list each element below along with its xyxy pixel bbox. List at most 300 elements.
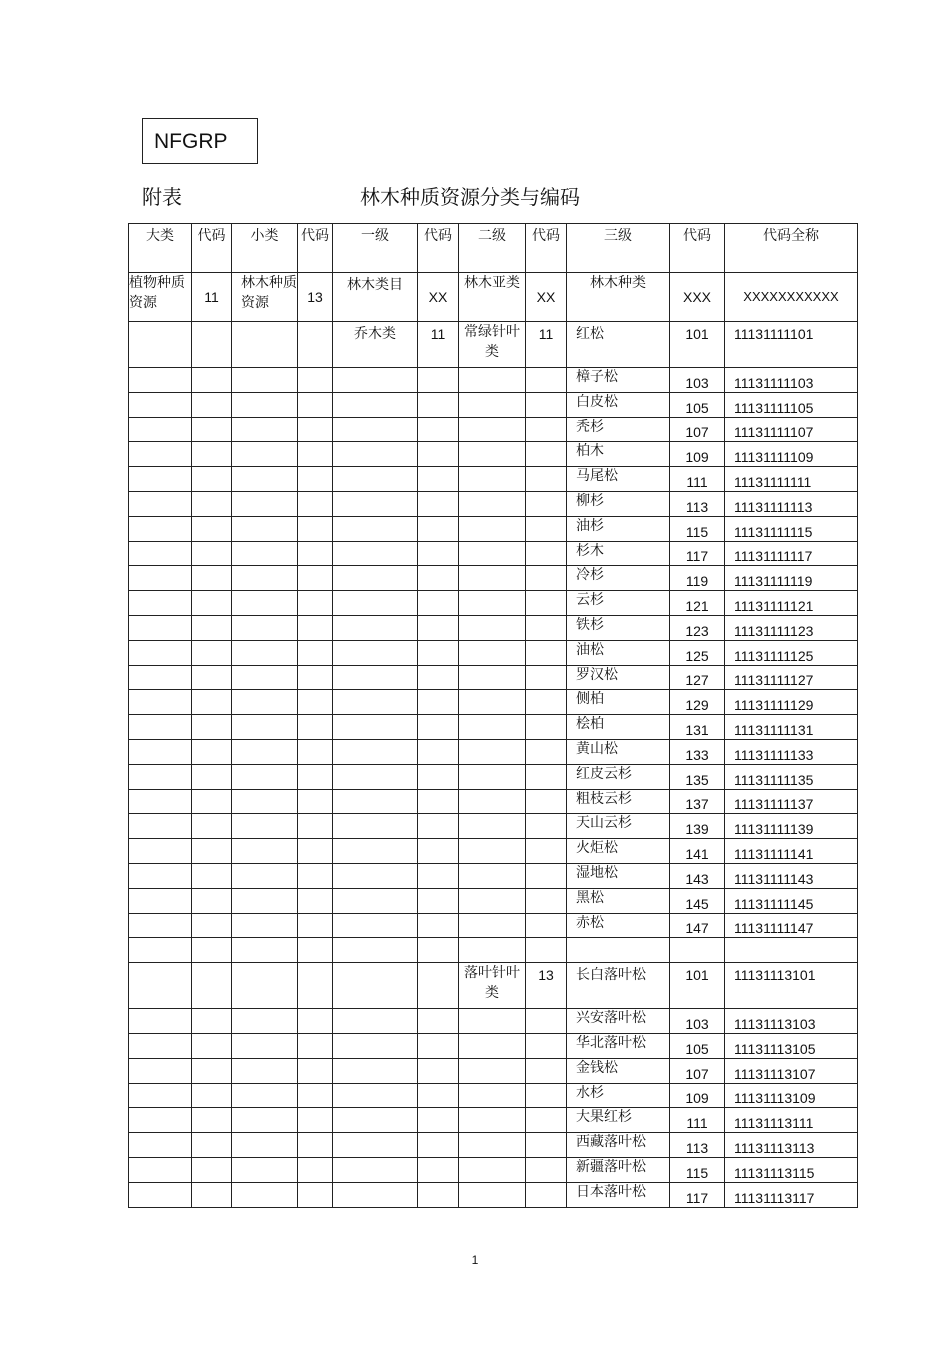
sanji-cell: 黄山松 bbox=[567, 739, 670, 764]
dalei-cell bbox=[129, 368, 192, 393]
header-cell: 二级 bbox=[459, 224, 526, 273]
full-code-cell: 11131113103 bbox=[725, 1009, 858, 1034]
erji-code-cell bbox=[526, 392, 567, 417]
erji-code-cell bbox=[526, 541, 567, 566]
xiaolei-cell bbox=[232, 392, 298, 417]
sanji-cell: 侧柏 bbox=[567, 690, 670, 715]
sanji-code-cell: 143 bbox=[670, 863, 725, 888]
full-code-cell: 11131111133 bbox=[725, 739, 858, 764]
full-code-cell: 11131111101 bbox=[725, 322, 858, 368]
sanji-code-cell: 145 bbox=[670, 888, 725, 913]
xiaolei-cell bbox=[232, 491, 298, 516]
dalei-cell bbox=[129, 442, 192, 467]
xiaolei-cell bbox=[232, 368, 298, 393]
yiji-cell bbox=[333, 392, 418, 417]
erji-cell bbox=[459, 467, 526, 492]
erji-cell bbox=[459, 1083, 526, 1108]
erji-code-cell bbox=[526, 913, 567, 938]
erji-code-cell: 13 bbox=[526, 963, 567, 1009]
header-cell: 一级 bbox=[333, 224, 418, 273]
dalei-cell bbox=[129, 839, 192, 864]
erji-code-cell bbox=[526, 1133, 567, 1158]
xiaolei-code-cell bbox=[298, 764, 333, 789]
erji-code-cell bbox=[526, 467, 567, 492]
table-row bbox=[129, 467, 858, 492]
empty-cell bbox=[670, 938, 725, 963]
erji-code-cell bbox=[526, 1108, 567, 1133]
table-row bbox=[129, 392, 858, 417]
erji-cell bbox=[459, 789, 526, 814]
full-code-cell: 11131111137 bbox=[725, 789, 858, 814]
xiaolei-cell bbox=[232, 1083, 298, 1108]
yiji-cell bbox=[333, 1182, 418, 1207]
erji-cell bbox=[459, 491, 526, 516]
erji-cell bbox=[459, 1058, 526, 1083]
sanji-cell: 红皮云杉 bbox=[567, 764, 670, 789]
table-row bbox=[129, 665, 858, 690]
dalei-cell bbox=[129, 1133, 192, 1158]
sanji-code-cell: 113 bbox=[670, 1133, 725, 1158]
yiji-cell: 乔木类 bbox=[333, 322, 418, 368]
sanji-code-cell: 109 bbox=[670, 442, 725, 467]
yiji-code-cell bbox=[418, 566, 459, 591]
yiji-code-cell bbox=[418, 963, 459, 1009]
xiaolei-cell bbox=[232, 665, 298, 690]
table-row bbox=[129, 368, 858, 393]
dalei-code-cell bbox=[192, 467, 232, 492]
sanji-cell: 新疆落叶松 bbox=[567, 1157, 670, 1182]
dalei-code-cell bbox=[192, 491, 232, 516]
yiji-code-cell: XX bbox=[418, 273, 459, 322]
sanji-code-cell: 121 bbox=[670, 591, 725, 616]
sanji-cell: 杉木 bbox=[567, 541, 670, 566]
header-cell: 大类 bbox=[129, 224, 192, 273]
xiaolei-code-cell bbox=[298, 1182, 333, 1207]
erji-code-cell: 11 bbox=[526, 322, 567, 368]
xiaolei-code-cell bbox=[298, 1133, 333, 1158]
sanji-code-cell: 127 bbox=[670, 665, 725, 690]
full-code-cell: 11131113107 bbox=[725, 1058, 858, 1083]
yiji-code-cell bbox=[418, 615, 459, 640]
full-code-cell: 11131111109 bbox=[725, 442, 858, 467]
sanji-code-cell: 105 bbox=[670, 1033, 725, 1058]
table-row bbox=[129, 516, 858, 541]
table-row bbox=[129, 1182, 858, 1207]
sanji-code-cell: 141 bbox=[670, 839, 725, 864]
xiaolei-code-cell bbox=[298, 417, 333, 442]
yiji-code-cell bbox=[418, 1033, 459, 1058]
table-row bbox=[129, 1108, 858, 1133]
xiaolei-code-cell bbox=[298, 1033, 333, 1058]
xiaolei-code-cell bbox=[298, 888, 333, 913]
full-code-cell: 11131111111 bbox=[725, 467, 858, 492]
table-title: 林木种质资源分类与编码 bbox=[360, 185, 580, 209]
erji-code-cell bbox=[526, 863, 567, 888]
classification-table bbox=[128, 223, 858, 1208]
xiaolei-cell bbox=[232, 1058, 298, 1083]
xiaolei-code-cell bbox=[298, 1108, 333, 1133]
yiji-cell bbox=[333, 467, 418, 492]
sanji-code-cell: 133 bbox=[670, 739, 725, 764]
xiaolei-cell bbox=[232, 863, 298, 888]
header-cell: 小类 bbox=[232, 224, 298, 273]
table-row bbox=[129, 1058, 858, 1083]
full-code-cell: 11131113105 bbox=[725, 1033, 858, 1058]
erji-cell bbox=[459, 913, 526, 938]
xiaolei-cell bbox=[232, 814, 298, 839]
dalei-code-cell bbox=[192, 591, 232, 616]
xiaolei-code-cell bbox=[298, 814, 333, 839]
xiaolei-code-cell bbox=[298, 1058, 333, 1083]
dalei-code-cell bbox=[192, 839, 232, 864]
sanji-code-cell: 123 bbox=[670, 615, 725, 640]
empty-cell bbox=[459, 938, 526, 963]
xiaolei-code-cell bbox=[298, 566, 333, 591]
sanji-cell: 赤松 bbox=[567, 913, 670, 938]
xiaolei-cell bbox=[232, 913, 298, 938]
xiaolei-code-cell bbox=[298, 491, 333, 516]
erji-code-cell bbox=[526, 814, 567, 839]
erji-code-cell bbox=[526, 566, 567, 591]
type-definition-row bbox=[129, 273, 858, 322]
xiaolei-code-cell bbox=[298, 442, 333, 467]
dalei-cell bbox=[129, 566, 192, 591]
full-code-cell: 11131111127 bbox=[725, 665, 858, 690]
erji-code-cell bbox=[526, 739, 567, 764]
table-row bbox=[129, 640, 858, 665]
yiji-cell bbox=[333, 888, 418, 913]
sanji-cell: 罗汉松 bbox=[567, 665, 670, 690]
sanji-code-cell: 131 bbox=[670, 715, 725, 740]
xiaolei-code-cell bbox=[298, 1157, 333, 1182]
yiji-code-cell bbox=[418, 516, 459, 541]
xiaolei-cell bbox=[232, 541, 298, 566]
dalei-cell bbox=[129, 963, 192, 1009]
sanji-cell: 金钱松 bbox=[567, 1058, 670, 1083]
dalei-cell bbox=[129, 789, 192, 814]
yiji-cell bbox=[333, 690, 418, 715]
dalei-code-cell bbox=[192, 392, 232, 417]
full-code-cell: 11131111113 bbox=[725, 491, 858, 516]
xiaolei-cell bbox=[232, 1108, 298, 1133]
erji-cell bbox=[459, 1133, 526, 1158]
empty-cell bbox=[333, 938, 418, 963]
yiji-cell bbox=[333, 640, 418, 665]
dalei-code-cell bbox=[192, 1058, 232, 1083]
yiji-code-cell bbox=[418, 1157, 459, 1182]
dalei-cell bbox=[129, 764, 192, 789]
yiji-cell bbox=[333, 566, 418, 591]
sanji-cell: 长白落叶松 bbox=[567, 963, 670, 1009]
erji-cell bbox=[459, 715, 526, 740]
dalei-cell bbox=[129, 1083, 192, 1108]
yiji-code-cell bbox=[418, 665, 459, 690]
sanji-cell: 油杉 bbox=[567, 516, 670, 541]
erji-code-cell bbox=[526, 888, 567, 913]
dalei-cell bbox=[129, 1157, 192, 1182]
yiji-code-cell bbox=[418, 863, 459, 888]
erji-code-cell bbox=[526, 789, 567, 814]
full-code-cell: 11131111105 bbox=[725, 392, 858, 417]
xiaolei-code-cell bbox=[298, 963, 333, 1009]
header-cell: 代码全称 bbox=[725, 224, 858, 273]
xiaolei-cell bbox=[232, 1009, 298, 1034]
yiji-cell bbox=[333, 368, 418, 393]
blank-row bbox=[129, 938, 858, 963]
dalei-code-cell bbox=[192, 417, 232, 442]
erji-code-cell bbox=[526, 615, 567, 640]
sanji-code-cell: 101 bbox=[670, 963, 725, 1009]
xiaolei-cell bbox=[232, 640, 298, 665]
sanji-code-cell: 117 bbox=[670, 541, 725, 566]
table-row bbox=[129, 863, 858, 888]
xiaolei-code-cell bbox=[298, 322, 333, 368]
erji-code-cell bbox=[526, 516, 567, 541]
sanji-code-cell: 111 bbox=[670, 1108, 725, 1133]
yiji-cell bbox=[333, 665, 418, 690]
yiji-cell bbox=[333, 1058, 418, 1083]
empty-cell bbox=[129, 938, 192, 963]
header-cell: 代码 bbox=[418, 224, 459, 273]
sanji-cell: 火炬松 bbox=[567, 839, 670, 864]
erji-cell bbox=[459, 1108, 526, 1133]
yiji-cell bbox=[333, 615, 418, 640]
erji-cell bbox=[459, 591, 526, 616]
dalei-cell bbox=[129, 467, 192, 492]
table-row bbox=[129, 1033, 858, 1058]
xiaolei-cell bbox=[232, 739, 298, 764]
dalei-code-cell bbox=[192, 442, 232, 467]
xiaolei-cell bbox=[232, 690, 298, 715]
dalei-code-cell bbox=[192, 764, 232, 789]
yiji-code-cell bbox=[418, 789, 459, 814]
xiaolei-code-cell bbox=[298, 863, 333, 888]
erji-code-cell bbox=[526, 1083, 567, 1108]
header-cell: 代码 bbox=[298, 224, 333, 273]
erji-code-cell bbox=[526, 764, 567, 789]
xiaolei-cell bbox=[232, 417, 298, 442]
dalei-code-cell bbox=[192, 739, 232, 764]
dalei-cell: 植物种质资源 bbox=[129, 273, 192, 322]
yiji-cell bbox=[333, 863, 418, 888]
erji-cell bbox=[459, 839, 526, 864]
sanji-code-cell: 107 bbox=[670, 1058, 725, 1083]
yiji-code-cell bbox=[418, 1133, 459, 1158]
sanji-cell: 大果红杉 bbox=[567, 1108, 670, 1133]
dalei-code-cell bbox=[192, 615, 232, 640]
xiaolei-cell bbox=[232, 764, 298, 789]
xiaolei-code-cell bbox=[298, 789, 333, 814]
xiaolei-code-cell bbox=[298, 739, 333, 764]
full-code-cell: 11131111123 bbox=[725, 615, 858, 640]
erji-cell bbox=[459, 665, 526, 690]
dalei-cell bbox=[129, 615, 192, 640]
dalei-cell bbox=[129, 1033, 192, 1058]
sanji-cell: 日本落叶松 bbox=[567, 1182, 670, 1207]
sanji-cell: 兴安落叶松 bbox=[567, 1009, 670, 1034]
erji-cell bbox=[459, 1182, 526, 1207]
erji-cell bbox=[459, 814, 526, 839]
sanji-cell: 粗枝云杉 bbox=[567, 789, 670, 814]
xiaolei-code-cell bbox=[298, 665, 333, 690]
dalei-code-cell bbox=[192, 665, 232, 690]
yiji-code-cell bbox=[418, 1108, 459, 1133]
yiji-code-cell bbox=[418, 814, 459, 839]
sanji-code-cell: 125 bbox=[670, 640, 725, 665]
table-row bbox=[129, 591, 858, 616]
erji-cell: 林木亚类 bbox=[459, 273, 526, 322]
full-code-cell: 11131111147 bbox=[725, 913, 858, 938]
erji-code-cell bbox=[526, 690, 567, 715]
table-row bbox=[129, 1157, 858, 1182]
yiji-cell bbox=[333, 1157, 418, 1182]
dalei-code-cell bbox=[192, 715, 232, 740]
sanji-code-cell: 105 bbox=[670, 392, 725, 417]
full-code-cell: 11131111135 bbox=[725, 764, 858, 789]
dalei-cell bbox=[129, 1058, 192, 1083]
sanji-cell: 红松 bbox=[567, 322, 670, 368]
erji-code-cell: XX bbox=[526, 273, 567, 322]
empty-cell bbox=[232, 938, 298, 963]
yiji-cell bbox=[333, 789, 418, 814]
dalei-code-cell bbox=[192, 814, 232, 839]
full-code-cell: 11131111119 bbox=[725, 566, 858, 591]
dalei-code-cell bbox=[192, 963, 232, 1009]
xiaolei-code-cell bbox=[298, 1009, 333, 1034]
sanji-code-cell: 135 bbox=[670, 764, 725, 789]
table-row bbox=[129, 764, 858, 789]
yiji-cell bbox=[333, 417, 418, 442]
xiaolei-cell bbox=[232, 591, 298, 616]
table-row bbox=[129, 491, 858, 516]
page-number: 1 bbox=[471, 1253, 479, 1267]
sanji-cell: 湿地松 bbox=[567, 863, 670, 888]
table-row bbox=[129, 322, 858, 368]
table-row bbox=[129, 442, 858, 467]
xiaolei-cell bbox=[232, 1133, 298, 1158]
table-row bbox=[129, 1133, 858, 1158]
sanji-code-cell: 147 bbox=[670, 913, 725, 938]
xiaolei-cell: 林木种质资源 bbox=[232, 273, 298, 322]
full-code-cell: XXXXXXXXXXX bbox=[725, 273, 858, 322]
sanji-cell: 马尾松 bbox=[567, 467, 670, 492]
yiji-code-cell bbox=[418, 1182, 459, 1207]
sanji-code-cell: 113 bbox=[670, 491, 725, 516]
yiji-code-cell bbox=[418, 591, 459, 616]
yiji-code-cell bbox=[418, 913, 459, 938]
dalei-code-cell bbox=[192, 789, 232, 814]
full-code-cell: 11131111139 bbox=[725, 814, 858, 839]
sanji-cell: 冷杉 bbox=[567, 566, 670, 591]
xiaolei-cell bbox=[232, 839, 298, 864]
xiaolei-cell bbox=[232, 1033, 298, 1058]
xiaolei-code-cell bbox=[298, 690, 333, 715]
yiji-cell bbox=[333, 1108, 418, 1133]
sanji-code-cell: 107 bbox=[670, 417, 725, 442]
yiji-cell bbox=[333, 839, 418, 864]
erji-cell bbox=[459, 690, 526, 715]
erji-code-cell bbox=[526, 591, 567, 616]
table-row bbox=[129, 913, 858, 938]
xiaolei-code-cell bbox=[298, 368, 333, 393]
dalei-code-cell bbox=[192, 913, 232, 938]
table-row bbox=[129, 541, 858, 566]
dalei-code-cell bbox=[192, 1009, 232, 1034]
dalei-cell bbox=[129, 640, 192, 665]
full-code-cell: 11131111125 bbox=[725, 640, 858, 665]
yiji-cell bbox=[333, 1033, 418, 1058]
erji-cell bbox=[459, 615, 526, 640]
yiji-code-cell bbox=[418, 640, 459, 665]
sanji-code-cell: 129 bbox=[670, 690, 725, 715]
yiji-code-cell bbox=[418, 417, 459, 442]
full-code-cell: 11131113113 bbox=[725, 1133, 858, 1158]
xiaolei-cell bbox=[232, 1157, 298, 1182]
xiaolei-cell bbox=[232, 715, 298, 740]
dalei-cell bbox=[129, 392, 192, 417]
dalei-cell bbox=[129, 690, 192, 715]
table-row bbox=[129, 963, 858, 1009]
sanji-cell: 黑松 bbox=[567, 888, 670, 913]
sanji-code-cell: 119 bbox=[670, 566, 725, 591]
dalei-cell bbox=[129, 516, 192, 541]
yiji-code-cell bbox=[418, 541, 459, 566]
dalei-code-cell bbox=[192, 368, 232, 393]
full-code-cell: 11131111107 bbox=[725, 417, 858, 442]
yiji-cell bbox=[333, 963, 418, 1009]
sanji-code-cell: 111 bbox=[670, 467, 725, 492]
empty-cell bbox=[418, 938, 459, 963]
sanji-cell: 云杉 bbox=[567, 591, 670, 616]
full-code-cell: 11131111141 bbox=[725, 839, 858, 864]
sanji-cell: 西藏落叶松 bbox=[567, 1133, 670, 1158]
xiaolei-code-cell bbox=[298, 467, 333, 492]
dalei-code-cell bbox=[192, 888, 232, 913]
dalei-cell bbox=[129, 541, 192, 566]
dalei-cell bbox=[129, 491, 192, 516]
xiaolei-cell bbox=[232, 1182, 298, 1207]
erji-code-cell bbox=[526, 442, 567, 467]
xiaolei-code-cell bbox=[298, 640, 333, 665]
xiaolei-cell bbox=[232, 963, 298, 1009]
yiji-cell bbox=[333, 764, 418, 789]
yiji-code-cell bbox=[418, 690, 459, 715]
sanji-code-cell: 109 bbox=[670, 1083, 725, 1108]
yiji-cell bbox=[333, 814, 418, 839]
full-code-cell: 11131113109 bbox=[725, 1083, 858, 1108]
erji-code-cell bbox=[526, 491, 567, 516]
dalei-code-cell: 11 bbox=[192, 273, 232, 322]
yiji-cell bbox=[333, 1009, 418, 1034]
yiji-code-cell bbox=[418, 368, 459, 393]
yiji-cell bbox=[333, 1133, 418, 1158]
sanji-cell: 水杉 bbox=[567, 1083, 670, 1108]
full-code-cell: 11131111121 bbox=[725, 591, 858, 616]
yiji-code-cell bbox=[418, 442, 459, 467]
yiji-cell bbox=[333, 491, 418, 516]
table-row bbox=[129, 1009, 858, 1034]
xiaolei-code-cell bbox=[298, 615, 333, 640]
table-row bbox=[129, 888, 858, 913]
yiji-cell bbox=[333, 516, 418, 541]
sanji-code-cell: 103 bbox=[670, 1009, 725, 1034]
yiji-code-cell bbox=[418, 739, 459, 764]
erji-code-cell bbox=[526, 1009, 567, 1034]
erji-cell bbox=[459, 392, 526, 417]
erji-code-cell bbox=[526, 715, 567, 740]
dalei-code-cell bbox=[192, 1033, 232, 1058]
dalei-cell bbox=[129, 913, 192, 938]
